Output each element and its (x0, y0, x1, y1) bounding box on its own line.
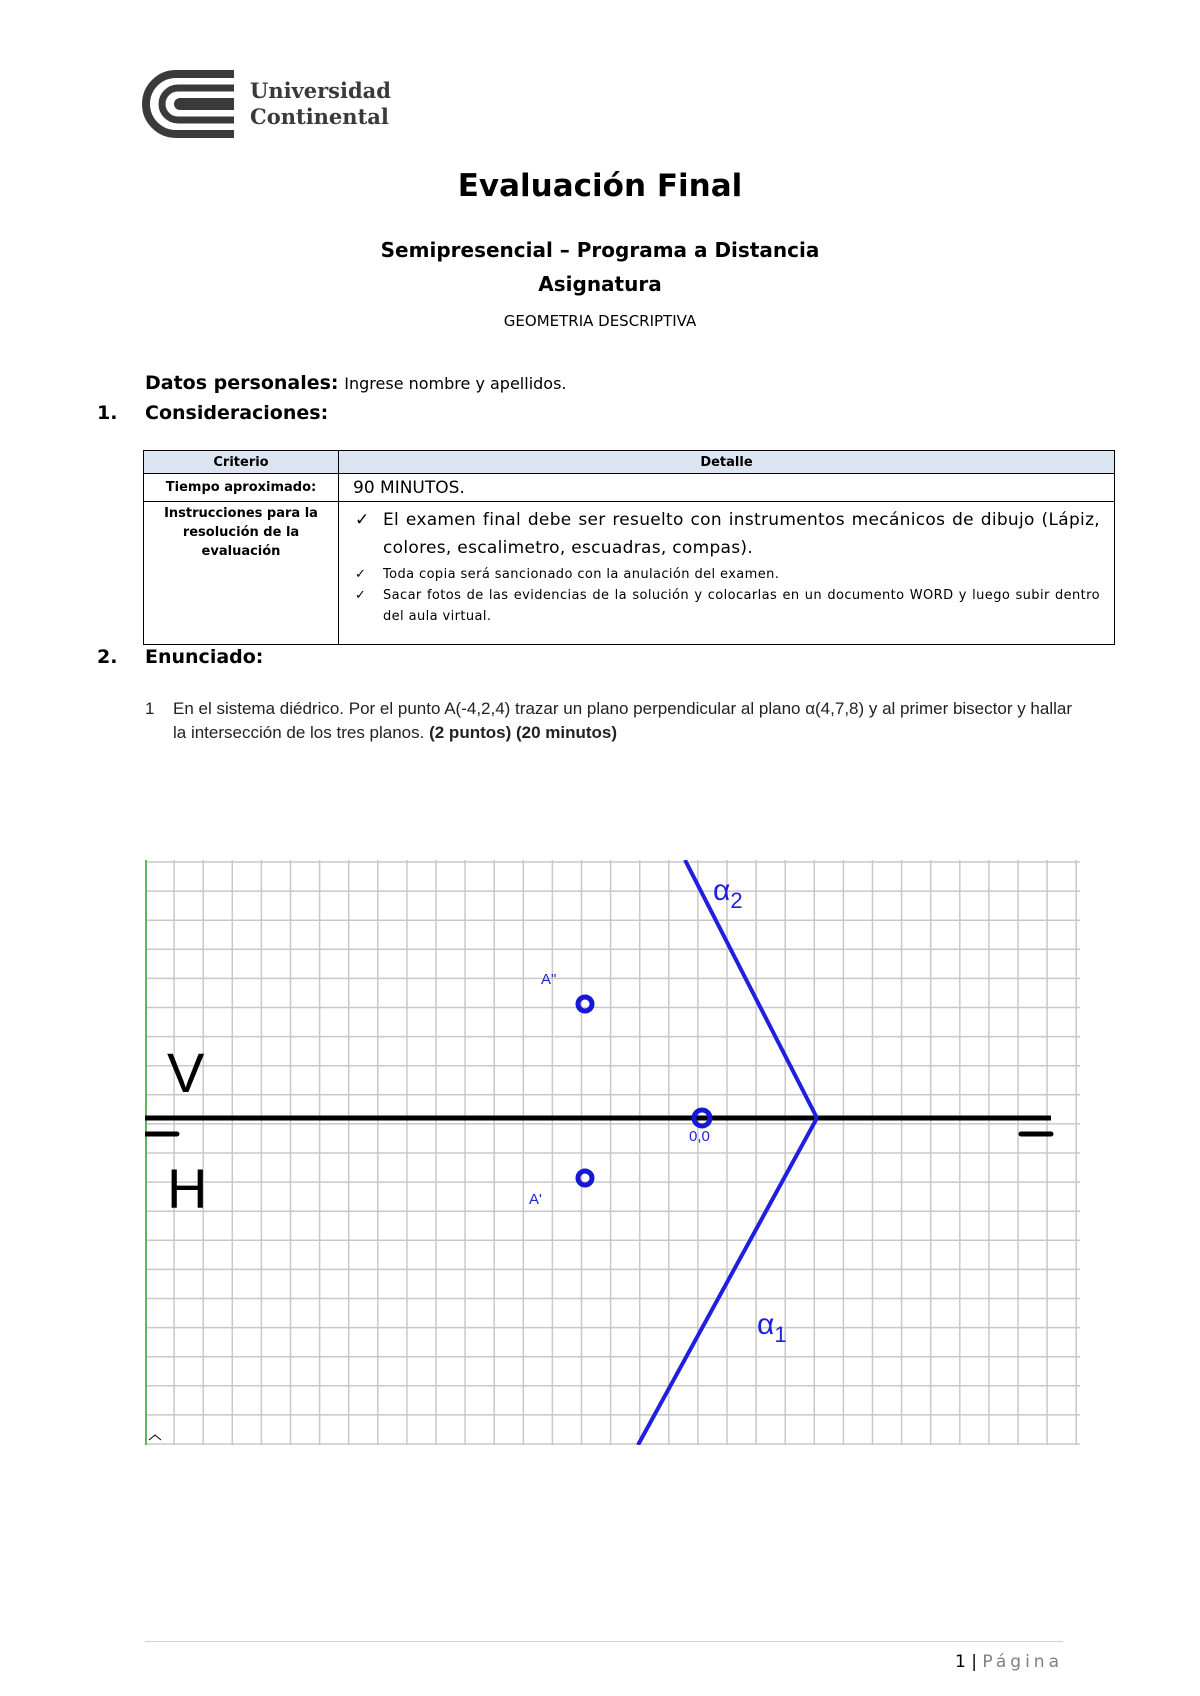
point-a2-label: A" (541, 971, 557, 988)
section-number: 1. (97, 402, 118, 424)
row-value-time: 90 MINUTOS. (339, 474, 1115, 502)
instructions-list (339, 502, 1115, 645)
alpha2-subscript: 2 (730, 888, 743, 913)
check-icon: ✓ (355, 510, 370, 530)
question (145, 697, 1075, 745)
alpha2-label (713, 874, 743, 913)
header-detalle: Detalle (339, 451, 1115, 474)
university-logo (140, 68, 400, 140)
point-a-horizontal (578, 1171, 592, 1185)
personal-data (145, 372, 567, 394)
alpha-symbol: α (757, 1308, 775, 1341)
alpha1-label (757, 1308, 787, 1347)
university-emblem-icon (140, 68, 236, 140)
label-v: V (167, 1041, 205, 1104)
footer-separator: | (971, 1652, 977, 1672)
list-item (353, 506, 1100, 562)
question-text: En el sistema diédrico. Por el punto A(-4,2,4) trazar un plano perpendicular al plano α(4,7,8) y al primer bisector y hallar la intersección de los tres planos. (173, 699, 1072, 742)
subject-name: GEOMETRIA DESCRIPTIVA (503, 312, 697, 330)
footer-divider (145, 1641, 1063, 1642)
question-number: 1 (145, 699, 155, 718)
section-title: Enunciado: (145, 646, 264, 668)
subject-label: Asignatura (538, 272, 662, 296)
instruction-text: Toda copia será sancionado con la anulación del examen. (383, 567, 780, 582)
personal-data-label: Datos personales: (145, 372, 339, 394)
alpha1-subscript: 1 (774, 1322, 787, 1347)
section-title: Consideraciones: (145, 402, 329, 424)
point-a-vertical (578, 997, 592, 1011)
logo-line-2: Continental (250, 104, 389, 129)
row-label-instructions: Instrucciones para la resolución de la evaluación (144, 502, 339, 645)
list-item (353, 585, 1100, 627)
section-considerations (97, 402, 328, 424)
check-icon: ✓ (355, 588, 367, 603)
section-statement (97, 646, 263, 668)
page-label: Página (982, 1652, 1063, 1672)
dihedral-diagram (145, 860, 1080, 1445)
alpha2-trace (685, 860, 817, 1118)
criteria-table (143, 450, 1115, 645)
page-footer (0, 1652, 1063, 1672)
point-a1-label: A' (529, 1191, 542, 1208)
check-icon: ✓ (355, 567, 367, 582)
personal-data-value: Ingrese nombre y apellidos. (344, 374, 567, 393)
page-title: Evaluación Final (457, 168, 743, 204)
origin-label: 0,0 (689, 1128, 710, 1145)
header-criterio: Criterio (144, 451, 339, 474)
table-row (144, 474, 1115, 502)
alpha-symbol: α (713, 874, 731, 907)
table-row (144, 502, 1115, 645)
modality: Semipresencial – Programa a Distancia (380, 238, 820, 262)
logo-line-1: Universidad (250, 78, 391, 103)
question-score: (2 puntos) (20 minutos) (429, 723, 618, 742)
section-number: 2. (97, 646, 118, 668)
label-h: H (167, 1157, 208, 1220)
instruction-text: Sacar fotos de las evidencias de la solución y colocarlas en un documento WORD y luego subir dentro del aula virtual. (383, 588, 1100, 624)
instruction-text: El examen final debe ser resuelto con instrumentos mecánicos de dibujo (Lápiz, colores, escalimetro, escuadras, compas). (383, 510, 1100, 558)
grid-lines (145, 860, 1080, 1445)
page-number: 1 (955, 1652, 966, 1672)
corner-mark-icon (149, 1435, 161, 1440)
row-label-time: Tiempo aproximado: (144, 474, 339, 502)
list-item (353, 564, 1100, 585)
